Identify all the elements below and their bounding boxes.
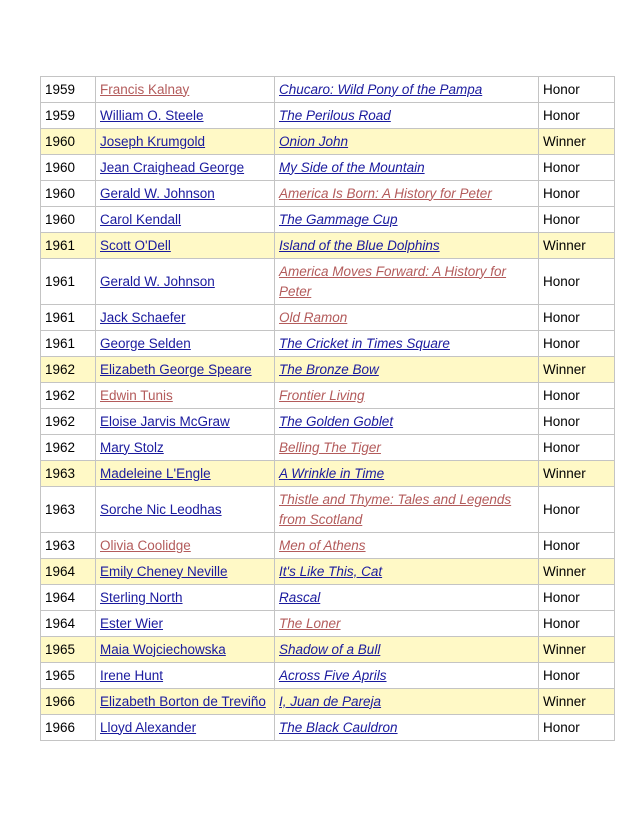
year: 1961	[45, 237, 76, 253]
year-cell	[41, 559, 96, 585]
title-cell	[275, 611, 539, 637]
award-cell	[539, 559, 615, 585]
award-cell	[539, 409, 615, 435]
book-title-link[interactable]: Thistle and Thyme: Tales and Legends from Scotland	[279, 491, 512, 527]
author-cell	[96, 357, 275, 383]
author-cell	[96, 383, 275, 409]
book-title-link[interactable]: The Bronze Bow	[279, 361, 379, 377]
award-cell	[539, 585, 615, 611]
award-cell	[539, 611, 615, 637]
award-cell	[539, 77, 615, 103]
award-cell	[539, 689, 615, 715]
title-cell	[275, 689, 539, 715]
award-status: Honor	[543, 273, 580, 289]
award-cell	[539, 259, 615, 305]
year-cell	[41, 103, 96, 129]
author-cell	[96, 611, 275, 637]
year: 1965	[45, 641, 76, 657]
table-row	[41, 77, 615, 103]
title-cell	[275, 533, 539, 559]
award-status: Honor	[543, 439, 580, 455]
award-cell	[539, 305, 615, 331]
table-row	[41, 357, 615, 383]
author-link[interactable]: Maia Wojciechowska	[100, 641, 226, 657]
year: 1960	[45, 133, 76, 149]
book-title-link[interactable]: The Perilous Road	[279, 107, 391, 123]
author-link[interactable]: Madeleine L'Engle	[100, 465, 211, 481]
book-title-link[interactable]: Men of Athens	[279, 537, 366, 553]
table-row	[41, 461, 615, 487]
award-cell	[539, 207, 615, 233]
book-title-link[interactable]: The Gammage Cup	[279, 211, 398, 227]
award-status: Honor	[543, 501, 580, 517]
author-link[interactable]: Gerald W. Johnson	[100, 273, 215, 289]
table-row	[41, 331, 615, 357]
book-title-link[interactable]: America Moves Forward: A History for Peter	[279, 263, 507, 299]
author-cell	[96, 559, 275, 585]
table-row	[41, 715, 615, 741]
year: 1959	[45, 107, 76, 123]
author-cell	[96, 233, 275, 259]
award-cell	[539, 181, 615, 207]
title-cell	[275, 383, 539, 409]
author-link[interactable]: Jean Craighead George	[100, 159, 245, 175]
book-title-link[interactable]: America Is Born: A History for Peter	[279, 185, 492, 201]
author-cell	[96, 715, 275, 741]
title-cell	[275, 559, 539, 585]
award-status: Honor	[543, 107, 580, 123]
award-status: Honor	[543, 667, 580, 683]
year: 1963	[45, 537, 76, 553]
award-status: Winner	[543, 693, 586, 709]
author-cell	[96, 155, 275, 181]
year-cell	[41, 611, 96, 637]
award-status: Honor	[543, 615, 580, 631]
year-cell	[41, 129, 96, 155]
author-link[interactable]: Jack Schaefer	[100, 309, 186, 325]
author-cell	[96, 331, 275, 357]
award-status: Honor	[543, 335, 580, 351]
book-title-link[interactable]: My Side of the Mountain	[279, 159, 425, 175]
title-cell	[275, 233, 539, 259]
book-title-link[interactable]: Chucaro: Wild Pony of the Pampa	[279, 81, 483, 97]
author-link[interactable]: Elizabeth Borton de Treviño	[100, 693, 266, 709]
table-row	[41, 611, 615, 637]
title-cell	[275, 487, 539, 533]
year: 1960	[45, 185, 76, 201]
title-cell	[275, 207, 539, 233]
title-cell	[275, 331, 539, 357]
year: 1962	[45, 439, 76, 455]
year: 1963	[45, 501, 76, 517]
award-cell	[539, 103, 615, 129]
title-cell	[275, 435, 539, 461]
author-cell	[96, 103, 275, 129]
year-cell	[41, 383, 96, 409]
title-cell	[275, 715, 539, 741]
author-cell	[96, 181, 275, 207]
year: 1965	[45, 667, 76, 683]
year: 1961	[45, 335, 76, 351]
table-row	[41, 533, 615, 559]
title-cell	[275, 77, 539, 103]
year-cell	[41, 77, 96, 103]
book-title-link[interactable]: Frontier Living	[279, 387, 365, 403]
awards-table-body	[41, 77, 615, 741]
award-cell	[539, 155, 615, 181]
book-title-link[interactable]: I, Juan de Pareja	[279, 693, 382, 709]
author-cell	[96, 409, 275, 435]
award-status: Winner	[543, 133, 586, 149]
year: 1962	[45, 361, 76, 377]
year-cell	[41, 305, 96, 331]
author-cell	[96, 585, 275, 611]
book-title-link[interactable]: The Loner	[279, 615, 341, 631]
award-status: Winner	[543, 361, 586, 377]
author-link[interactable]: Emily Cheney Neville	[100, 563, 228, 579]
author-cell	[96, 305, 275, 331]
year-cell	[41, 637, 96, 663]
book-title-link[interactable]: Old Ramon	[279, 309, 348, 325]
table-row	[41, 559, 615, 585]
year-cell	[41, 585, 96, 611]
award-cell	[539, 435, 615, 461]
title-cell	[275, 305, 539, 331]
award-status: Honor	[543, 387, 580, 403]
award-cell	[539, 357, 615, 383]
author-link[interactable]: Carol Kendall	[100, 211, 182, 227]
year: 1962	[45, 413, 76, 429]
year: 1966	[45, 693, 76, 709]
author-cell	[96, 637, 275, 663]
year-cell	[41, 181, 96, 207]
table-row	[41, 305, 615, 331]
award-cell	[539, 461, 615, 487]
title-cell	[275, 663, 539, 689]
author-cell	[96, 663, 275, 689]
table-row	[41, 585, 615, 611]
year: 1963	[45, 465, 76, 481]
author-link[interactable]: Sterling North	[100, 589, 183, 605]
table-row	[41, 409, 615, 435]
year: 1964	[45, 615, 76, 631]
award-status: Honor	[543, 413, 580, 429]
table-row	[41, 637, 615, 663]
author-link[interactable]: Ester Wier	[100, 615, 164, 631]
year: 1961	[45, 273, 76, 289]
author-link[interactable]: William O. Steele	[100, 107, 204, 123]
table-row	[41, 487, 615, 533]
table-row	[41, 663, 615, 689]
year: 1960	[45, 159, 76, 175]
year-cell	[41, 435, 96, 461]
award-status: Honor	[543, 211, 580, 227]
title-cell	[275, 155, 539, 181]
year-cell	[41, 487, 96, 533]
author-link[interactable]: Elizabeth George Speare	[100, 361, 252, 377]
title-cell	[275, 181, 539, 207]
author-link[interactable]: Edwin Tunis	[100, 387, 173, 403]
title-cell	[275, 409, 539, 435]
author-link[interactable]: Joseph Krumgold	[100, 133, 206, 149]
author-cell	[96, 487, 275, 533]
author-cell	[96, 77, 275, 103]
author-cell	[96, 461, 275, 487]
title-cell	[275, 357, 539, 383]
book-title-link[interactable]: Island of the Blue Dolphins	[279, 237, 440, 253]
author-cell	[96, 207, 275, 233]
book-title-link[interactable]: Across Five Aprils	[279, 667, 387, 683]
book-title-link[interactable]: Belling The Tiger	[279, 439, 381, 455]
year: 1961	[45, 309, 76, 325]
year-cell	[41, 461, 96, 487]
author-link[interactable]: Irene Hunt	[100, 667, 164, 683]
author-link[interactable]: Francis Kalnay	[100, 81, 190, 97]
author-cell	[96, 129, 275, 155]
year-cell	[41, 409, 96, 435]
table-row	[41, 233, 615, 259]
award-status: Honor	[543, 159, 580, 175]
title-cell	[275, 129, 539, 155]
book-title-link[interactable]: It's Like This, Cat	[279, 563, 383, 579]
year-cell	[41, 715, 96, 741]
award-cell	[539, 637, 615, 663]
title-cell	[275, 461, 539, 487]
award-status: Winner	[543, 563, 586, 579]
award-status: Winner	[543, 237, 586, 253]
award-status: Honor	[543, 537, 580, 553]
author-link[interactable]: Mary Stolz	[100, 439, 164, 455]
table-row	[41, 689, 615, 715]
book-title-link[interactable]: The Cricket in Times Square	[279, 335, 450, 351]
book-title-link[interactable]: The Black Cauldron	[279, 719, 398, 735]
table-row	[41, 129, 615, 155]
award-cell	[539, 533, 615, 559]
table-row	[41, 435, 615, 461]
book-title-link[interactable]: A Wrinkle in Time	[279, 465, 385, 481]
author-link[interactable]: Olivia Coolidge	[100, 537, 191, 553]
author-link[interactable]: Eloise Jarvis McGraw	[100, 413, 230, 429]
title-cell	[275, 585, 539, 611]
title-cell	[275, 103, 539, 129]
title-cell	[275, 637, 539, 663]
table-row	[41, 259, 615, 305]
author-cell	[96, 533, 275, 559]
author-cell	[96, 689, 275, 715]
year-cell	[41, 155, 96, 181]
author-link[interactable]: Sorche Nic Leodhas	[100, 501, 222, 517]
award-status: Honor	[543, 185, 580, 201]
title-cell	[275, 259, 539, 305]
year-cell	[41, 233, 96, 259]
table-row	[41, 383, 615, 409]
year: 1966	[45, 719, 76, 735]
book-title-link[interactable]: Shadow of a Bull	[279, 641, 381, 657]
award-status: Winner	[543, 465, 586, 481]
book-title-link[interactable]: The Golden Goblet	[279, 413, 394, 429]
award-cell	[539, 331, 615, 357]
year-cell	[41, 259, 96, 305]
table-row	[41, 207, 615, 233]
author-link[interactable]: Scott O'Dell	[100, 237, 171, 253]
year-cell	[41, 331, 96, 357]
author-link[interactable]: Gerald W. Johnson	[100, 185, 215, 201]
year-cell	[41, 689, 96, 715]
award-cell	[539, 663, 615, 689]
award-cell	[539, 233, 615, 259]
year: 1959	[45, 81, 76, 97]
author-cell	[96, 435, 275, 461]
award-cell	[539, 383, 615, 409]
table-row	[41, 103, 615, 129]
year: 1964	[45, 589, 76, 605]
year-cell	[41, 207, 96, 233]
award-status: Winner	[543, 641, 586, 657]
table-row	[41, 181, 615, 207]
year-cell	[41, 663, 96, 689]
award-status: Honor	[543, 309, 580, 325]
book-title-link[interactable]: Rascal	[279, 589, 321, 605]
award-status: Honor	[543, 589, 580, 605]
book-title-link[interactable]: Onion John	[279, 133, 349, 149]
author-link[interactable]: Lloyd Alexander	[100, 719, 197, 735]
award-cell	[539, 129, 615, 155]
award-status: Honor	[543, 719, 580, 735]
year: 1960	[45, 211, 76, 227]
year: 1962	[45, 387, 76, 403]
award-cell	[539, 715, 615, 741]
author-link[interactable]: George Selden	[100, 335, 191, 351]
year: 1964	[45, 563, 76, 579]
author-cell	[96, 259, 275, 305]
award-status: Honor	[543, 81, 580, 97]
award-cell	[539, 487, 615, 533]
year-cell	[41, 533, 96, 559]
awards-table	[40, 76, 615, 741]
year-cell	[41, 357, 96, 383]
table-row	[41, 155, 615, 181]
